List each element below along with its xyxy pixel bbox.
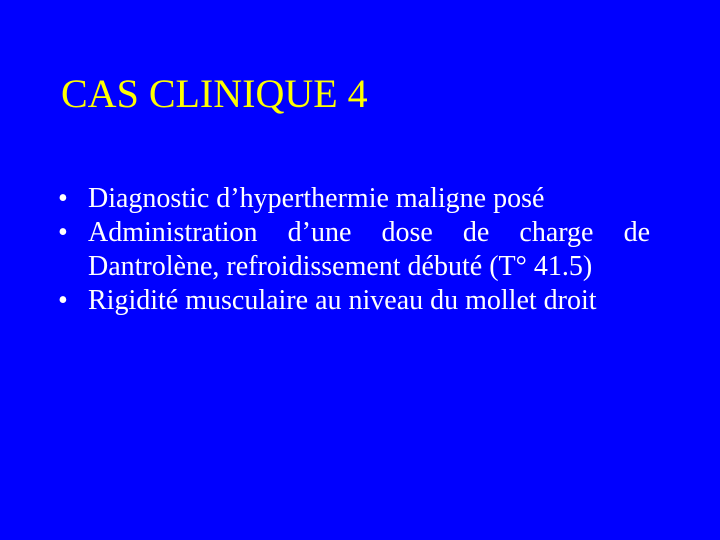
bullet-item-rigidite: [58, 284, 650, 318]
bullet-item-diagnostic: [58, 182, 650, 216]
bullet-item-administration: [58, 216, 650, 284]
bullet-list: [58, 182, 650, 318]
bullet-text: Diagnostic d’hyperthermie maligne posé: [88, 183, 545, 214]
bullet-icon: •: [58, 217, 68, 248]
bullet-text: Rigidité musculaire au niveau du mollet droit: [88, 285, 597, 316]
bullet-icon: •: [58, 285, 68, 316]
bullet-icon: •: [58, 183, 68, 214]
slide-title: CAS CLINIQUE 4: [61, 71, 368, 116]
bullet-text: Administration d’une dose de charge de Dantrolène, refroidissement débuté (T° 41.5): [88, 217, 650, 282]
